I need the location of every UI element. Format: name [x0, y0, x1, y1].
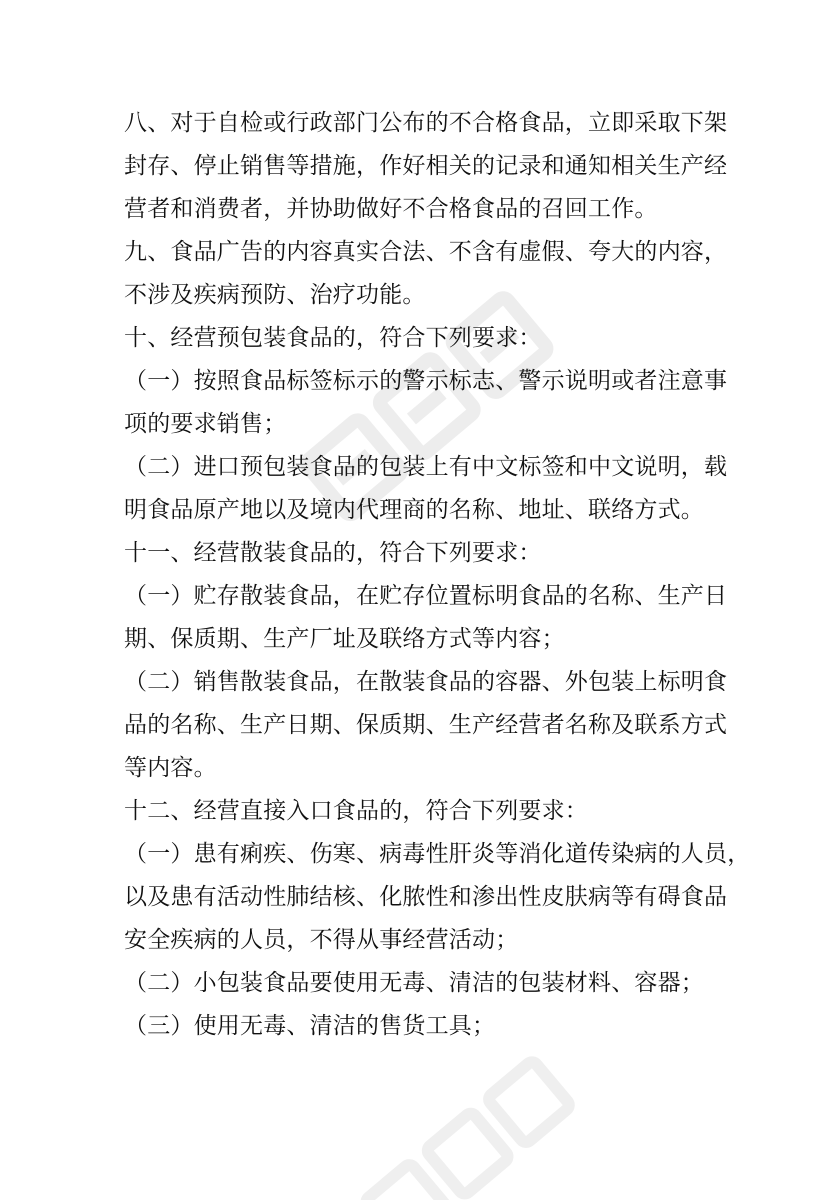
text-line: 安全疾病的人员，不得从事经营活动； — [124, 927, 519, 953]
text-line: （二）小包装食品要使用无毒、清洁的包装材料、容器； — [124, 970, 704, 996]
text-line: 期、保质期、生产厂址及联络方式等内容； — [124, 626, 565, 652]
text-line: 以及患有活动性肺结核、化脓性和渗出性皮肤病等有碍食品 — [124, 884, 728, 910]
paragraph-item-12-1 — [124, 833, 751, 962]
text-line: 不涉及疾病预防、治疗功能。 — [124, 282, 426, 308]
text-line: 八、对于自检或行政部门公布的不合格食品，立即采取下架 — [124, 110, 728, 136]
section-heading: 十、经营预包装食品的，符合下列要求： — [124, 325, 542, 351]
section-heading: 十二、经营直接入口食品的，符合下列要求： — [124, 798, 588, 824]
paragraph-item-10-2 — [124, 446, 728, 532]
paragraph-item-11-1 — [124, 575, 728, 661]
text-line: 明食品原产地以及境内代理商的名称、地址、联络方式。 — [124, 497, 704, 523]
text-line: 九、食品广告的内容真实合法、不含有虚假、夸大的内容， — [124, 239, 728, 265]
paragraph-item-8 — [124, 102, 728, 231]
paragraph-item-12-3 — [124, 1005, 714, 1048]
text-line: 封存、停止销售等措施，作好相关的记录和通知相关生产经 — [124, 153, 728, 179]
text-line: 品的名称、生产日期、保质期、生产经营者名称及联系方式 — [124, 712, 728, 738]
paragraph-item-10 — [124, 317, 714, 360]
text-line: （一）贮存散装食品，在贮存位置标明食品的名称、生产日 — [124, 583, 728, 609]
text-line: （一）患有痢疾、伤寒、病毒性肝炎等消化道传染病的人员， — [124, 841, 751, 867]
text-line: （二）销售散装食品，在散装食品的容器、外包装上标明食 — [124, 669, 728, 695]
text-line: 营者和消费者，并协助做好不合格食品的召回工作。 — [124, 196, 658, 222]
paragraph-item-12-2 — [124, 962, 714, 1005]
watermark-logo-lower-icon — [300, 1040, 620, 1200]
section-heading: 十一、经营散装食品的，符合下列要求： — [124, 540, 542, 566]
text-line: （一）按照食品标签标示的警示标志、警示说明或者注意事 — [124, 368, 728, 394]
text-line: （二）进口预包装食品的包装上有中文标签和中文说明，载 — [124, 454, 728, 480]
text-line: 项的要求销售； — [124, 411, 287, 437]
paragraph-item-10-1 — [124, 360, 728, 446]
paragraph-item-11 — [124, 532, 714, 575]
paragraph-item-12 — [124, 790, 714, 833]
text-line: 等内容。 — [124, 755, 217, 781]
paragraph-item-11-2 — [124, 661, 728, 790]
paragraph-item-9 — [124, 231, 728, 317]
text-line: （三）使用无毒、清洁的售货工具； — [124, 1013, 496, 1039]
document-body — [124, 102, 751, 1048]
